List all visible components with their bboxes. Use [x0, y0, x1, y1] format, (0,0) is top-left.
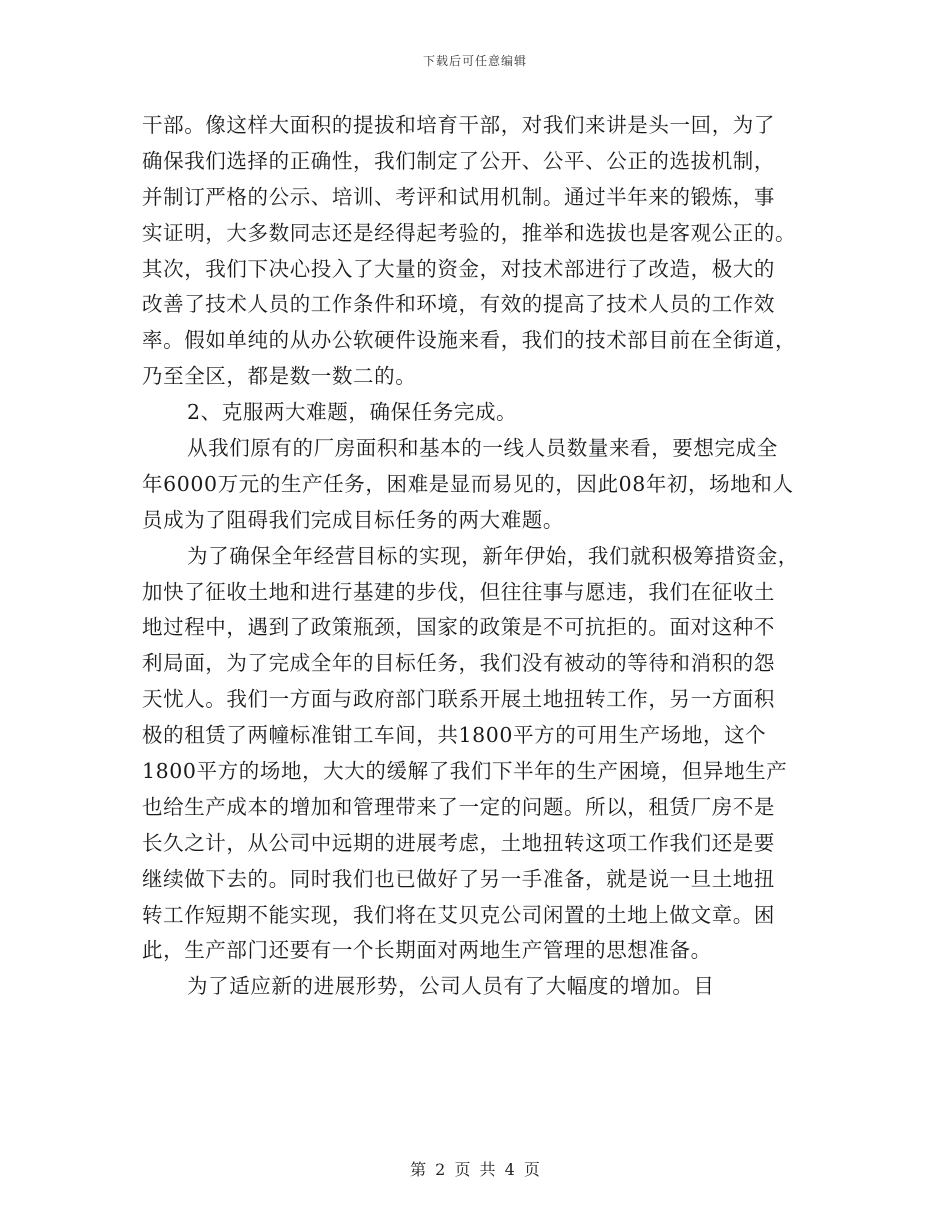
body-line: 改善了技术人员的工作条件和环境，有效的提高了技术人员的工作效 — [142, 292, 775, 317]
document-body — [142, 108, 812, 1005]
body-line: 其次，我们下决心投入了大量的资金，对技术部进行了改造，极大的 — [142, 256, 775, 281]
body-line: 从我们原有的厂房面积和基本的一线人员数量来看，要想完成全 — [187, 436, 778, 461]
body-line: 干部。像这样大面积的提拔和培育干部，对我们来讲是头一回，为了 — [142, 113, 775, 137]
body-line: 继续做下去的。同时我们也已做好了另一手准备，就是说一旦土地扭 — [142, 866, 775, 891]
page-footer: 第 2 页 共 4 页 — [410, 1160, 540, 1179]
body-line: 利局面，为了完成全年的目标任务，我们没有被动的等待和消积的怨 — [142, 651, 775, 676]
page-header: 下载后可任意编辑 — [422, 54, 527, 68]
body-line: 率。假如单纯的从办公软硬件设施来看，我们的技术部目前在全街道， — [142, 328, 797, 353]
body-line: 确保我们选择的正确性，我们制定了公开、公平、公正的选拔机制， — [142, 148, 775, 173]
body-line: 乃至全区，都是数一数二的。 — [142, 364, 417, 389]
body-line: 为了确保全年经营目标的实现，新年伊始，我们就积极筹措资金， — [187, 543, 799, 568]
body-line: 也给生产成本的增加和管理带来了一定的问题。所以，租赁厂房不是 — [142, 794, 775, 819]
body-line: 转工作短期不能实现，我们将在艾贝克公司闲置的土地上做文章。困 — [142, 902, 775, 927]
body-line: 员成为了阻碍我们完成目标任务的两大难题。 — [142, 507, 564, 532]
body-line: 地过程中，遇到了政策瓶颈，国家的政策是不可抗拒的。面对这种不 — [142, 615, 775, 640]
body-line: 并制订严格的公示、培训、考评和试用机制。通过半年来的锻炼，事 — [142, 184, 775, 209]
body-line: 长久之计，从公司中远期的进展考虑，土地扭转这项工作我们还是要 — [142, 830, 775, 855]
body-line: 为了适应新的进展形势，公司人员有了大幅度的增加。目 — [187, 974, 715, 999]
body-line: 天忧人。我们一方面与政府部门联系开展土地扭转工作，另一方面积 — [142, 687, 775, 712]
body-line: 年6000万元的生产任务，困难是显而易见的，因此08年初，场地和人 — [142, 471, 794, 496]
body-line: 加快了征收土地和进行基建的步伐，但往往事与愿违，我们在征收土 — [142, 579, 775, 604]
body-line: 实证明，大多数同志还是经得起考验的，推举和选拔也是客观公正的。 — [142, 220, 797, 245]
body-line: 此，生产部门还要有一个长期面对两地生产管理的思想准备。 — [142, 938, 712, 963]
body-line: 2、克服两大难题，确保任务完成。 — [187, 400, 518, 425]
body-line: 极的租赁了两幢标准钳工车间，共1800平方的可用生产场地，这个 — [142, 723, 767, 748]
body-line: 1800平方的场地，大大的缓解了我们下半年的生产困境，但异地生产 — [142, 759, 788, 784]
